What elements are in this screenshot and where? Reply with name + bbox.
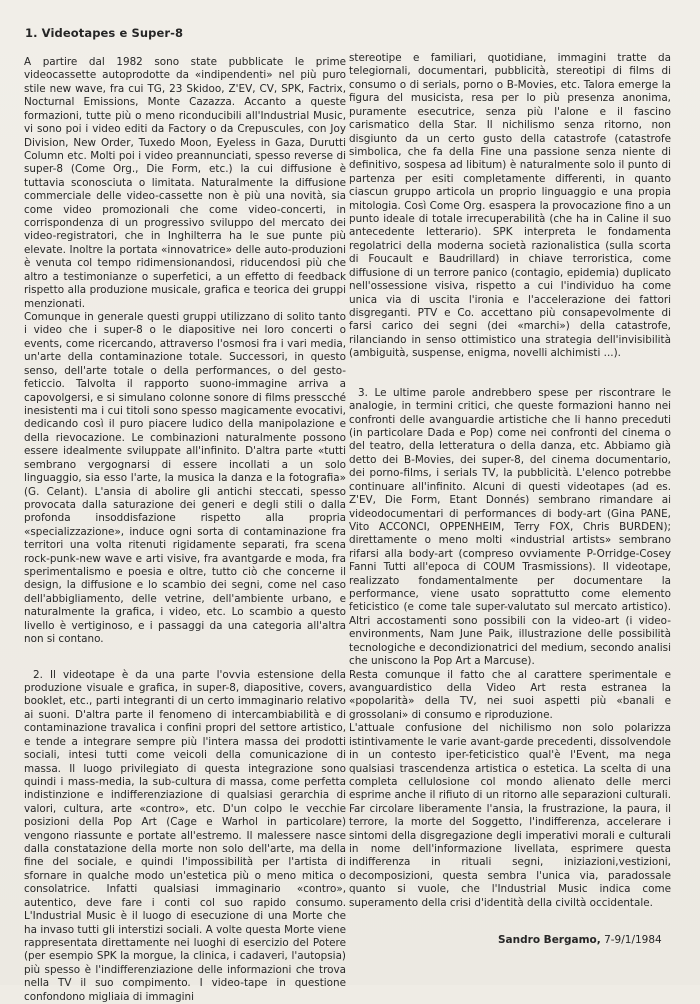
signature-author: Sandro Bergamo, — [498, 934, 601, 946]
paragraph-gap — [349, 361, 671, 387]
right-column — [349, 52, 671, 910]
paragraph: Comunque in generale questi gruppi utilizzano di solito tanto i video che i super-8 o le diapositive nei loro concerti o events, come ricercando, attraverso l'osmosi fra i vari media, un'arte della contaminazione totale. Successori, in questo senso, dell'arte totale o della performances, o del gesto-feticcio. Talvolta il rapporto suono-immagine arriva a capovolgersi, e si simulano colonne sonore di films presscché inesistenti ma i cui titoli sono spesso magicamente evocativi, dedicando così il puro piacere ludico della manipolazione e della rievocazione. Le combinazioni naturalmente possono essere idealmente sviluppate all'infinito. D'altra parte «tutti sembrano vergognarsi di essere incollati a un solo linguaggio, sia esso l'arte, la musica la danza e la fotografia» (G. Celant). L'ansia di abolire gli antichi steccati, spesso provocata dalla saturazione dei generi e degli stili o dalla profonda insoddisfazione rispetto alla propria «specializzazione», induce ogni sorta di contaminazione fra territori una volta ritenuti rigidamente separati, fra scena rock-punk-new wave e arti visive, fra avantgarde e moda, fra sperimentalismo e poesia e oltre, tutto ciò che concerne il design, la diffusione e lo scambio dei segni, come nel caso dell'abbigliamento, delle vetrine, dell'ambiente urbano, e naturalmente la grafica, i video, etc. Lo scambio a questo livello è vertiginoso, e i passaggi da una categoria all'altra non si contano. — [24, 311, 346, 646]
paragraph: L'attuale confusione del nichilismo non solo polarizza istintivamente le varie avant-garde precedenti, dissolvendole in un contesto iper-feticistico qual'è l'Event, ma nega qualsiasi trascendenza artistica o estetica. La scelta di una completa cellulosione col mondo alienato delle merci esprime anche il rifiuto di un ritorno alle separazioni culturali. Far circolare liberamente l'ansia, la frustrazione, la paura, il terrore, la morte del Soggetto, l'indifferenza, accelerare i sintomi della disgregazione degli imperativi morali e culturali in nome dell'informazione livellata, esprimere questa indifferenza in rituali segni, iniziazioni,vestizioni, decomposizioni, questa sembra l'unica via, paradossale quanto si vuole, che l'Industrial Music indica come superamento della crisi d'identità della civiltà occidentale. — [349, 722, 671, 909]
signature — [498, 934, 662, 946]
left-column — [24, 56, 346, 1004]
article-title: 1. Videotapes e Super-8 — [25, 26, 184, 40]
paragraph: Resta comunque il fatto che al carattere sperimentale e avanguardistico della Video Art resta estranea la «popolarità» della TV, nei suoi aspetti più «banali e grossolani» di consumo e riproduzione. — [349, 668, 671, 721]
paragraph-gap — [24, 647, 346, 669]
paragraph: 3. Le ultime parole andrebbero spese per riscontrare le analogie, in termini critici, che queste formazioni hanno nei confronti delle avanguardie artistiche che li hanno preceduti (in particolare Dada e Pop) come nei confronti del cinema o del teatro, della letteratura o della danza, etc. Abbiamo già detto dei B-Movies, dei super-8, del cinema documentario, dei porno-films, i serials TV, la pubblicità. L'elenco potrebbe continuare all'infinito. Alcuni di questi videotapes (ad es. Z'EV, Die Form, Etant Donnés) sembrano rimandare ai videodocumentari di performances di body-art (Gina PANE, Vito ACCONCI, OPPENHEIM, Terry FOX, Chris BURDEN); direttamente o meno molti «industrial artists» sembrano rifarsi alla body-art (compreso ovviamente P-Orridge-Cosey Fanni Tutti all'epoca di COUM Trasmissions). Il videotape, realizzato fondamentalmente per documentare la performance, viene usato soprattutto come elemento feticistico (e come tale super-valutato sul mercato artistico). Altri accostamenti sono possibili con la video-art (i video-environments, Nam June Paik, illustrazione delle possibilità tecnologiche e decondizionatrici del medium, secondo analisi che uniscono la Pop Art a Marcuse). — [349, 386, 671, 668]
paragraph: 2. Il videotape è da una parte l'ovvia estensione della produzione visuale e grafica, in super-8, diapositive, covers, booklet, etc., parti integranti di un certo immaginario relativo ai suoni. D'altra parte il fenomeno di intercambiabilità e di contaminazione travalica i confini propri del settore artistico, e tende a integrare sempre più l'intera massa dei prodotti sociali, intesi tutti come veicoli della comunicazione di massa. Il luogo privilegiato di questa integrazione sono quindi i mass-media, la sub-cultura di massa, come perfetta indistinzione e indifferenziazione di qualsiasi gerarchia di valori, cultura, arte «contro», etc. D'un colpo le vecchie posizioni della Pop Art (Cage e Warhol in particolare) vengono riassunte e portate all'estremo. Il malessere nasce dalla constatazione della morte non solo dell'arte, ma della fine del sociale, e quindi l'impossibilità per l'artista di sfornare in qualche modo un'estetica più o meno mitica o consolatrice. Infatti qualsiasi immaginario «contro», autentico, deve fare i conti col suo rapido consumo. L'Industrial Music è il luogo di esecuzione di una Morte che ha invaso tutti gli interstizi sociali. A volte questa Morte viene rappresentata direttamente nei luoghi di esercizio del Potere (per esempio SPK la morgue, la clinica, i cadaveri, l'autopsia) più spesso è l'indifferenziazione delle informazioni che trova nella TV il suo compimento. I video-tape in questione confondono migliaia di immagini — [24, 668, 346, 1003]
signature-date: 7-9/1/1984 — [604, 934, 662, 946]
paragraph: A partire dal 1982 sono state pubblicate le prime videocassette autoprodotte da «indipendenti» nel più puro stile new wave, fra cui TG, 23 Skidoo, Z'EV, CV, SPK, Factrix, Nocturnal Emissions, Monte Cazazza. Accanto a queste formazioni, tutte più o meno riconducibili all'Industrial Music, vi sono poi i video editi da Factory o da Crepuscules, con Joy Division, New Order, Tuxedo Moon, Eyeless in Gaza, Durutti Column etc. Molti poi i video preannunciati, spesso reverse di super-8 (Come Org., Die Form, etc.) la cui diffusione è tuttavia sconosciuta o limitata. Naturalmente la diffusione commerciale delle video-cassette non è più una novità, sia come video promozionali che come video-concerti, in corrispondenza di un progressivo sviluppo del mercato dei video-registratori, che in Inghilterra ha le sue punte più elevate. Inoltre la portata «innovatrice» delle auto-produzioni è venuta col tempo ridimensionandosi, riducendosi più che altro a testimonianze o superfetici, a un effetto di feedback rispetto alla produzione musicale, grafica e teorica dei gruppi menzionati. — [24, 56, 346, 310]
paragraph: stereotipe e familiari, quotidiane, immagini tratte da telegiornali, documentari, pubblicità, stereotipi di films di consumo o di serials, porno o B-Movies, etc. Talora emerge la figura del musicista, resa per lo più presenza anonima, puramente esecutrice, senza più l'alone e il fascino carismatico della Star. Il nichilismo senza ritorno, non disgiunto da un certo gusto della catastrofe (catastrofe simbolica, che fa della Fine una passione senza niente di definitivo, sospesa ad libitum) è naturalmente solo il punto di partenza per esiti completamente differenti, in quanto ciascun gruppo articola un proprio linguaggio e una propia mitologia. Così Come Org. esaspera la provocazione fino a un punto ideale di totale irrecuperabilità (che ha in Caline il suo antecedente letterario). SPK interpreta le fondamenta regolatrici della moderna società razionalistica (sulla scorta di Foucault e Baudrillard) in chiave terroristica, come diffusione di un terrore panico (contagio, epidemia) duplicato nell'ossessione visiva, rispetto a cui l'individuo ha come unica via di uscita l'ironia e l'accelerazione dei fattori disgreganti. PTV e Co. accettano più consapevolmente di farsi carico dei segni (dei «marchi») della catastrofe, rilanciando in senso ottimistico una strategia dell'invisibilità (ambiguità, suspense, enigma, novelli alchimisti ...). — [349, 52, 671, 360]
